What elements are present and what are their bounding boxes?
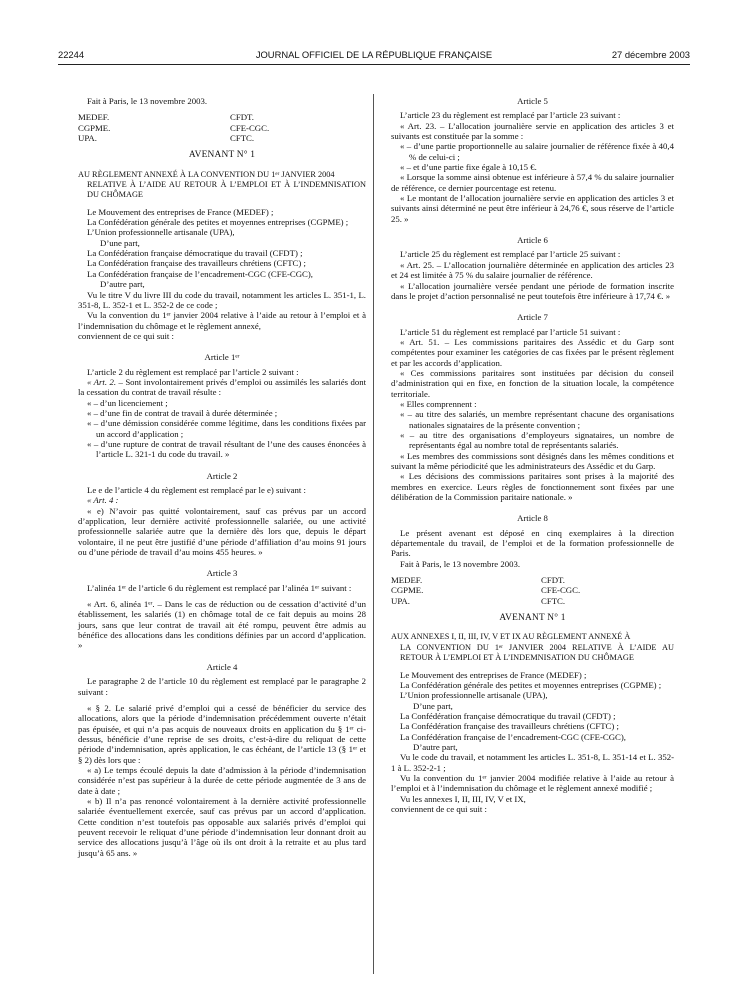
article-title: Article 6 — [517, 235, 548, 246]
vu-paragraph: Vu les annexes I, II, III, IV, V et IX, — [400, 793, 526, 804]
right-column — [391, 96, 674, 814]
article-quote: « Ces commissions paritaires sont instituées par décision du conseil d’administration qui en fixe, en fonction de la situation locale, la compétence territoriale. — [391, 367, 674, 399]
list-item: « – d’une démission considérée comme légitime, dans les conditions fixées par un accord d’application ; — [87, 418, 366, 439]
header-rule — [58, 64, 690, 65]
list-item: « – d’une fin de contrat de travail à durée déterminée ; — [87, 407, 278, 418]
signatory-left: CGPME. — [391, 585, 424, 596]
left-column — [78, 96, 366, 858]
column-divider — [373, 94, 374, 974]
journal-title: JOURNAL OFFICIEL DE LA RÉPUBLIQUE FRANÇAISE — [255, 49, 493, 60]
convenu: conviennent de ce qui suit : — [78, 330, 174, 341]
signatory-row — [78, 123, 366, 133]
dune-part: D’une part, — [413, 700, 453, 711]
article-quote: « Art. 6, alinéa 1ᵉʳ. – Dans le cas de réduction ou de cessation d’activité d’un établissement, les salariés (1) en chômage total de ce fait depuis au moins 28 jours, sans que leur contrat de travail ait été rompu, peuvent être admis au bénéfice des allocations dans les conditions définies par un accord d’application. » — [78, 599, 366, 651]
article-quote: « Lorsque la somme ainsi obtenue est inférieure à 57,4 % du salaire journalier de référence, ce dernier pourcentage est retenu. — [391, 172, 674, 193]
signatory-left: UPA. — [391, 595, 410, 606]
dautre-part: D’autre part, — [100, 279, 145, 290]
article-quote: « § 2. Le salarié privé d’emploi qui a cessé de bénéficier du service des allocations, alors que la période d’indemnisation précédemment ouverte n’était pas épuisée, et qui n’a pas acquis de nouveaux droits en application du § 1ᵉʳ ci-dessus, bénéficie d’une reprise de ses droits, c’est-à-dire du reliquat de cette période d’indemnisation, après application, le cas échéant, de l’article 13 (§ 1ᵉʳ et § 2) dès lors que : — [78, 702, 366, 765]
article-quote: « Les membres des commissions sont désignés dans les mêmes conditions et suivant la même périodicité que les administrateurs des Assédic et du Garp. — [391, 450, 674, 471]
article-quote: « Elles comprennent : — [400, 398, 477, 409]
signatory-right: CFE-CGC. — [230, 122, 270, 133]
avenant-title: AVENANT N° 1 — [499, 613, 566, 624]
article-title: Article 7 — [517, 312, 548, 323]
caption-line: RELATIVE À L’AIDE AU RETOUR À L’EMPLOI ET À L’INDEMNISATION DU CHÔMAGE — [87, 180, 366, 200]
vu-paragraph: Vu le code du travail, et notamment les articles L. 351-8, L. 351-14 et L. 352-1 à L. 352-2-1 ; — [391, 752, 674, 773]
party: La Confédération générale des petites et moyennes entreprises (CGPME) ; — [87, 217, 349, 228]
signatories-block — [391, 575, 674, 606]
signatory-left: MEDEF. — [391, 575, 423, 586]
signatory-row — [391, 585, 674, 595]
avenant-title: AVENANT N° 1 — [188, 150, 256, 161]
article-quote: « a) Le temps écoulé depuis la date d’admission à la période d’indemnisation considérée n’est pas supérieur à la durée de cette période augmentée de 3 ans de date à date ; — [78, 764, 366, 796]
article-quote — [78, 377, 366, 398]
fait-a-paris: Fait à Paris, le 13 novembre 2003. — [400, 558, 521, 569]
article-intro: L’article 23 du règlement est remplacé par l’article 23 suivant : — [400, 110, 621, 121]
article-quote: « Le montant de l’allocation journalière servie en application des articles 3 et suivants ainsi déterminé ne peut être inférieur à 24,76 €, sous réserve de l’article 25. » — [391, 193, 674, 224]
avenant-caption — [78, 169, 366, 201]
quote-prefix: « Art. 2. – — [87, 376, 123, 387]
signatory-left: UPA. — [78, 133, 97, 144]
page-number: 22244 — [58, 49, 85, 60]
list-item: « – au titre des salariés, un membre représentant chacune des organisations nationales signataires de la présente convention ; — [400, 409, 674, 430]
article-text: Le présent avenant est déposé en cinq exemplaires à la direction départementale du travail, de l’emploi et de la formation professionnelle de Paris. — [391, 527, 674, 559]
article-quote: « Art. 23. – L’allocation journalière servie en application des articles 3 et suivants est constituée par la somme : — [391, 120, 674, 142]
signatory-left: CGPME. — [78, 122, 111, 133]
article-title: Article 1ᵉʳ — [204, 352, 240, 363]
signatory-row — [78, 133, 366, 143]
page-header — [58, 49, 690, 63]
article-intro: L’alinéa 1ᵉʳ de l’article 6 du règlement est remplacé par l’alinéa 1ᵉʳ suivant : — [87, 582, 352, 593]
signatory-right: CFTC. — [230, 133, 255, 144]
signatory-row — [391, 575, 674, 585]
list-item: « – d’un licenciement ; — [87, 397, 168, 408]
party: La Confédération française des travailleurs chrétiens (CFTC) ; — [400, 721, 619, 732]
article-quote: « e) N’avoir pas quitté volontairement, sauf cas prévus par un accord d’application, leur dernière activité professionnelle salariée, ou une activité professionnelle salariée autre que la dernière dès lors que, depuis le départ volontaire, il ne peut être justifié d’une période d’affiliation d’au moins 91 jours ou d’une période de travail d’au moins 455 heures. » — [78, 505, 366, 558]
article-title: Article 5 — [517, 96, 548, 106]
signatory-right: CFTC. — [541, 595, 566, 606]
article-title: Article 2 — [206, 470, 238, 481]
vu-paragraph: Vu la convention du 1ᵉʳ janvier 2004 relative à l’aide au retour à l’emploi et à l’indemnisation du chômage et le règlement annexé, — [78, 310, 366, 331]
article-quote: « Les décisions des commissions paritaires sont prises à la majorité des membres en exercice. Leurs règles de fonctionnement sont fixées par une délibération de la Commission paritaire nationale. » — [391, 471, 674, 503]
party: L’Union professionnelle artisanale (UPA), — [87, 227, 235, 238]
party: La Confédération française de l’encadrement-CGC (CFE-CGC), — [400, 731, 626, 742]
signatory-row — [78, 112, 366, 122]
caption-line: AUX ANNEXES I, II, III, IV, V ET IX AU RÈGLEMENT ANNEXÉ À — [391, 632, 631, 642]
signatory-right: CFE-CGC. — [541, 585, 581, 596]
signatory-left: MEDEF. — [78, 112, 110, 123]
article-intro: L’article 2 du règlement est remplacé par l’article 2 suivant : — [87, 366, 299, 377]
party: Le Mouvement des entreprises de France (MEDEF) ; — [87, 206, 274, 217]
party: La Confédération française démocratique du travail (CFDT) ; — [400, 710, 616, 721]
article-title: Article 4 — [206, 661, 238, 672]
fait-a-paris: Fait à Paris, le 13 novembre 2003. — [87, 96, 208, 106]
party: La Confédération française des travailleurs chrétiens (CFTC) ; — [87, 258, 306, 269]
dautre-part: D’autre part, — [413, 741, 458, 752]
article-intro: L’article 51 du règlement est remplacé par l’article 51 suivant : — [400, 326, 621, 337]
signatory-row — [391, 596, 674, 606]
dune-part: D’une part, — [100, 237, 140, 248]
article-quote: « Art. 25. – L’allocation journalière déterminée en application des articles 23 et 24 est limitée à 75 % du salaire journalier de référence. — [391, 259, 674, 281]
article-title: Article 3 — [206, 568, 238, 579]
article-quote-head: « Art. 4 : — [87, 495, 119, 506]
article-intro: L’article 25 du règlement est remplacé par l’article 25 suivant : — [400, 249, 621, 260]
list-item: « – d’une rupture de contrat de travail résultant de l’une des causes énoncées à l’article L. 321-1 du code du travail. » — [87, 438, 366, 460]
party: Le Mouvement des entreprises de France (MEDEF) ; — [400, 669, 587, 680]
signatory-right: CFDT. — [541, 575, 565, 586]
article-quote: « L’allocation journalière versée pendant une période de formation inscrite dans le projet d’action personnalisé ne peut toutefois être inférieure à 17,74 €. » — [391, 280, 674, 301]
signatory-right: CFDT. — [230, 112, 254, 123]
vu-paragraph: Vu la convention du 1ᵉʳ janvier 2004 modifiée relative à l’aide au retour à l’emploi et à l’indemnisation du chômage et le règlement annexé modifié ; — [391, 772, 674, 794]
quote-text: Sont involontairement privés d’emploi ou assimilés les salariés dont la cessation du contrat de travail résulte : — [78, 376, 366, 398]
party: La Confédération française de l’encadrement-CGC (CFE-CGC), — [87, 268, 313, 279]
convenu: conviennent de ce qui suit : — [391, 803, 487, 814]
vu-paragraph: Vu le titre V du livre III du code du travail, notamment les articles L. 351-1, L. 351-8, L. 352-1 et L. 352-2 de ce code ; — [78, 289, 366, 310]
article-quote: « Art. 51. – Les commissions paritaires des Assédic et du Garp sont compétentes pour examiner les catégories de cas fixées par le présent règlement et par les accords d’application. — [391, 336, 674, 368]
avenant-caption — [391, 632, 674, 663]
caption-line: LA CONVENTION DU 1ᵉʳ JANVIER 2004 RELATIVE À L’AIDE AU RETOUR À L’EMPLOI ET À L’INDEMNISATION DU CHÔMAGE — [400, 642, 674, 663]
list-item: « – au titre des organisations d’employeurs signataires, un nombre de représentants égal au nombre total de représentants salariés. — [400, 429, 674, 451]
article-intro: Le paragraphe 2 de l’article 10 du règlement est remplacé par le paragraphe 2 suivant : — [78, 676, 366, 697]
list-item: « – d’une partie proportionnelle au salaire journalier de référence fixée à 40,4 % de celui-ci ; — [400, 141, 674, 162]
article-intro: Le e de l’article 4 du règlement est remplacé par le e) suivant : — [87, 485, 306, 495]
party: L’Union professionnelle artisanale (UPA), — [400, 690, 548, 701]
party: La Confédération française démocratique du travail (CFDT) ; — [87, 248, 303, 259]
list-item: « – et d’une partie fixe égale à 10,15 €. — [400, 162, 537, 173]
signatories-block — [78, 112, 366, 143]
caption-line: AU RÈGLEMENT ANNEXÉ À LA CONVENTION DU 1ᵉʳ JANVIER 2004 — [78, 169, 335, 179]
party: La Confédération générale des petites et moyennes entreprises (CGPME) ; — [400, 679, 662, 690]
article-title: Article 8 — [517, 513, 548, 524]
issue-date: 27 décembre 2003 — [611, 49, 690, 60]
article-quote: « b) Il n’a pas renoncé volontairement à la dernière activité professionnelle salariée éventuellement exercée, sauf cas prévus par un accord d’application. Cette condition n’est toutefois pas opposable aux salariés privés d’emploi qui peuvent recevoir le reliquat d’une période d’indemnisation leur donnant droit au service des allocations jusqu’à l’âge où ils ont droit à la retraite et au plus tard jusqu’à 65 ans. » — [78, 795, 366, 858]
